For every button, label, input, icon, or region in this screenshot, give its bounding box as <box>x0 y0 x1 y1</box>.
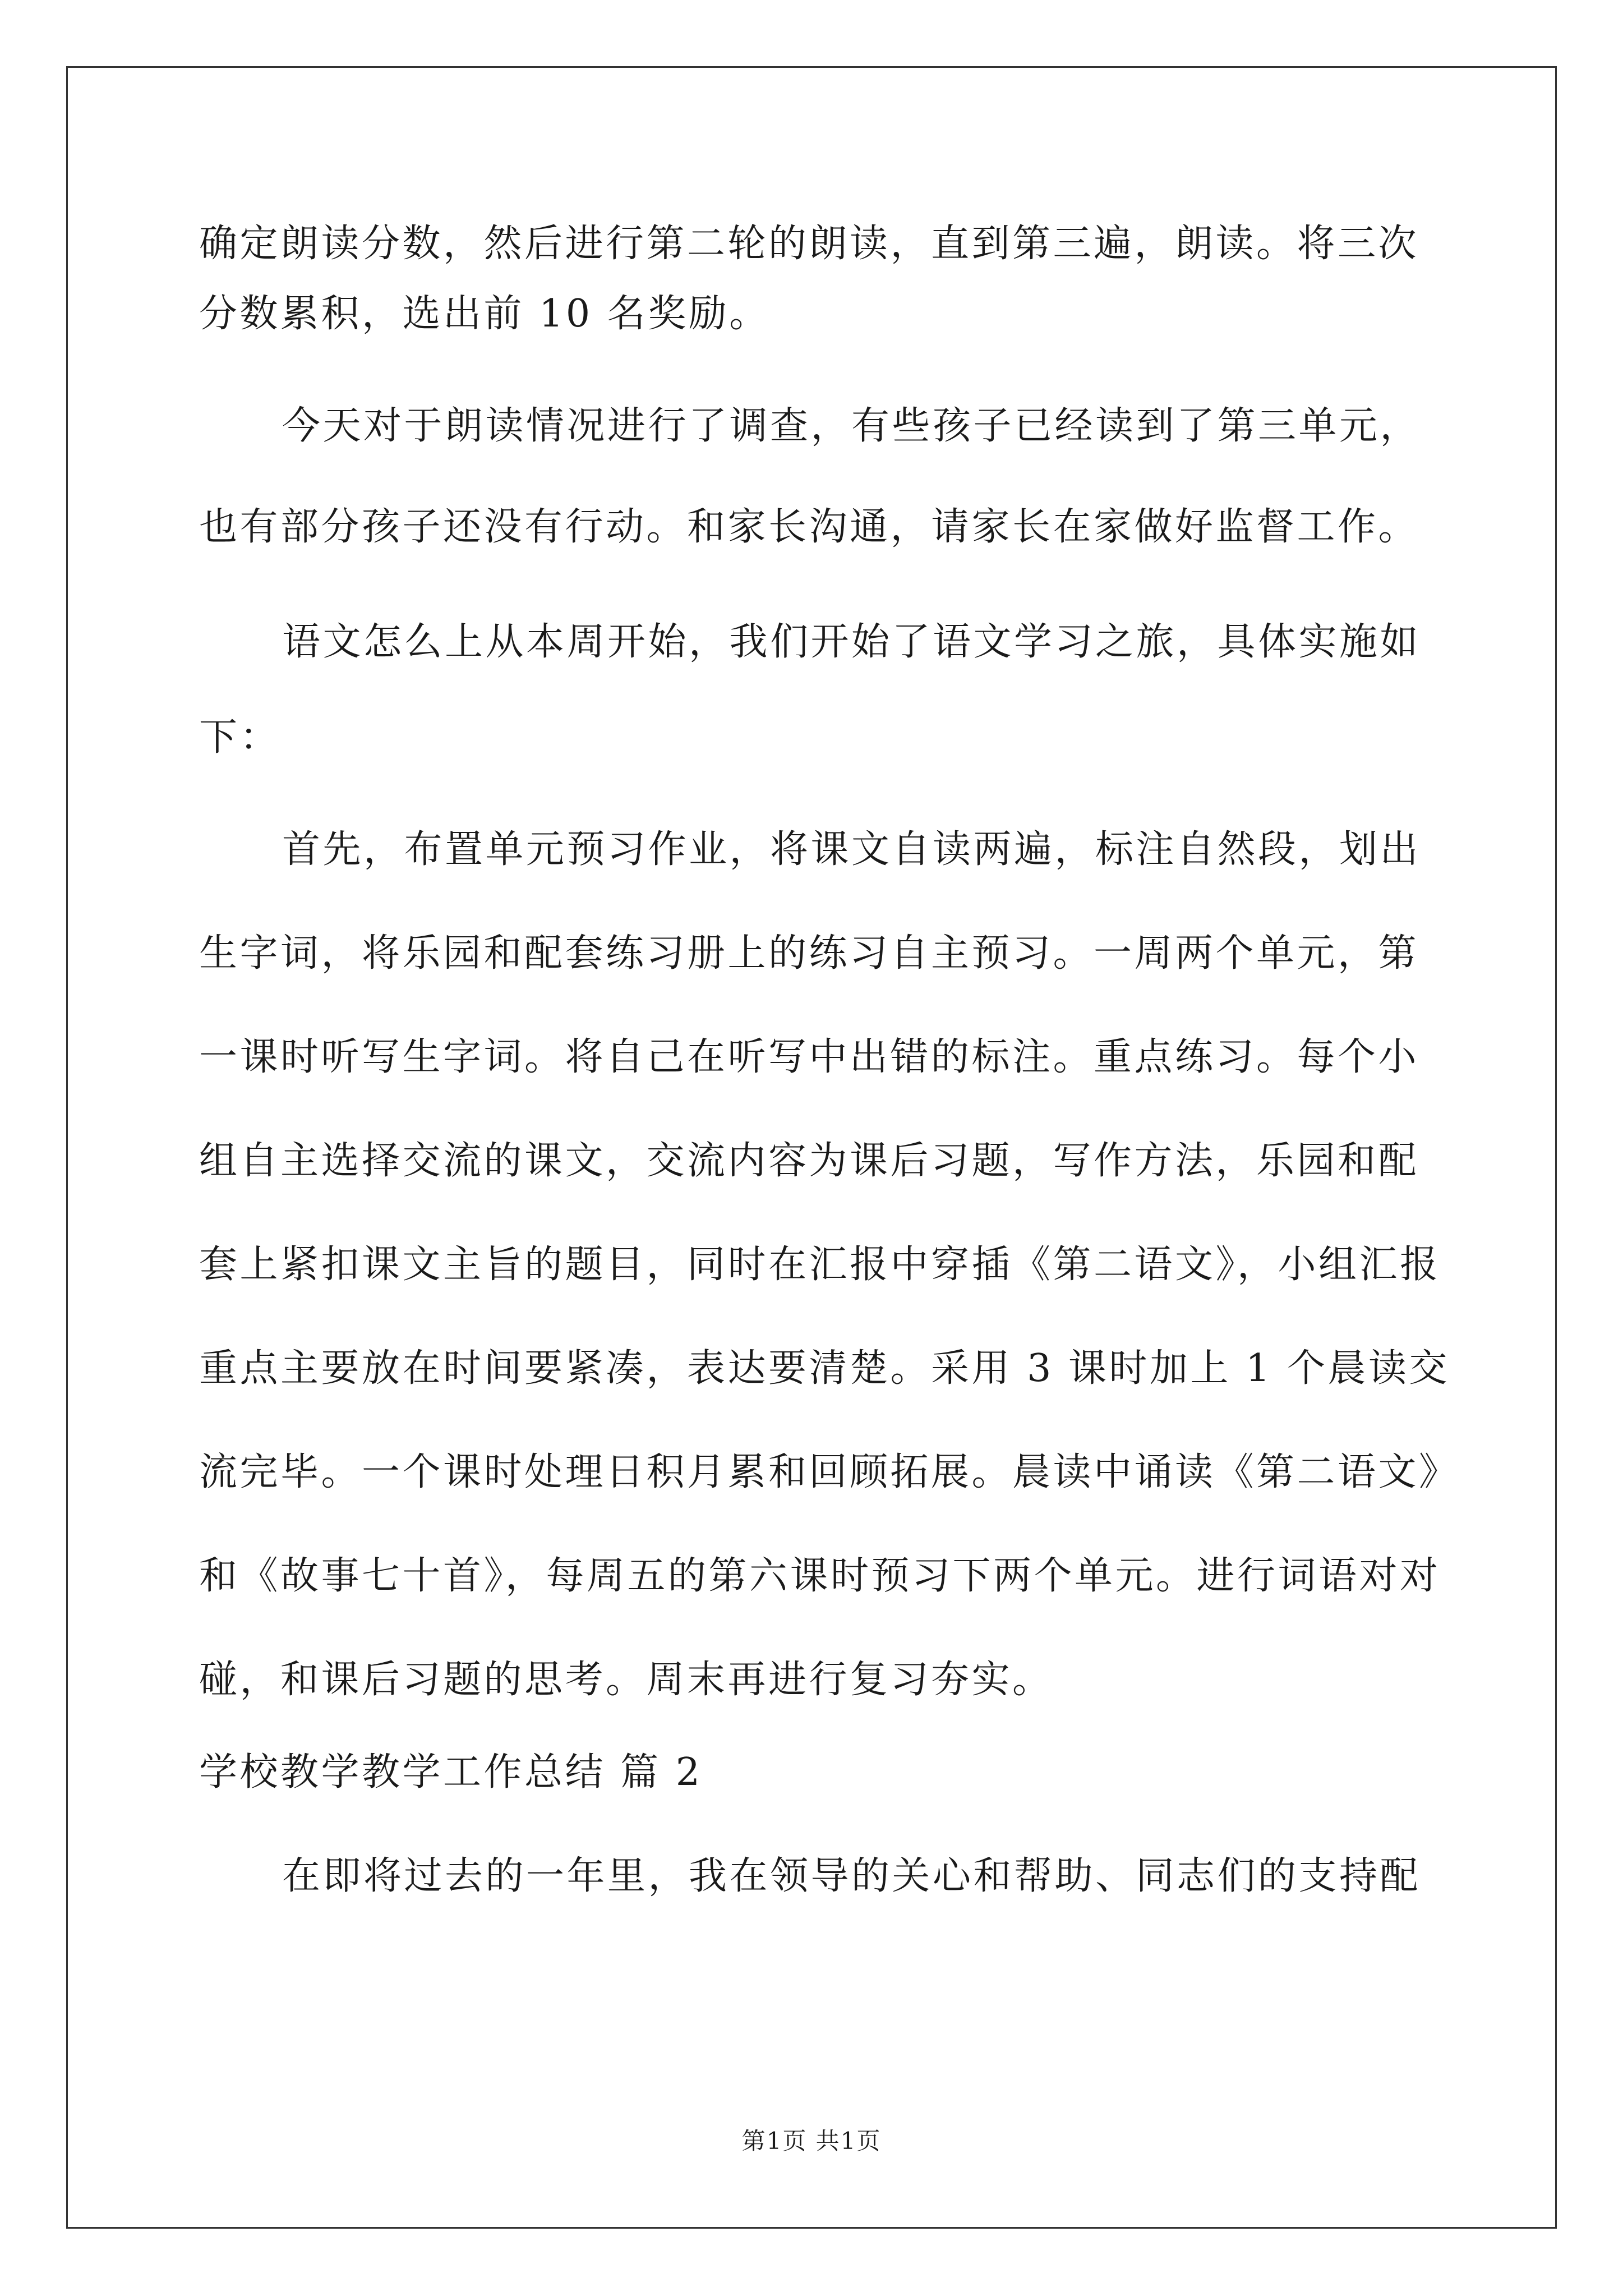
text-line: 组自主选择交流的课文，交流内容为课后习题，写作方法，乐园和配 <box>199 1139 1419 1183</box>
text-line: 下： <box>199 715 281 760</box>
text-line: 重点主要放在时间要紧凑，表达要清楚。采用 3 课时加上 1 个晨读交 <box>199 1346 1450 1391</box>
text-line: 一课时听写生字词。将自己在听写中出错的标注。重点练习。每个小 <box>199 1035 1419 1079</box>
paragraph-start: 语文怎么上从本周开始，我们开始了语文学习之旅，具体实施如 <box>282 620 1421 664</box>
text-line: 确定朗读分数，然后进行第二轮的朗读，直到第三遍，朗读。将三次 <box>199 222 1419 266</box>
text-line: 和《故事七十首》，每周五的第六课时预习下两个单元。进行词语对对 <box>199 1554 1441 1598</box>
text-line: 流完毕。一个课时处理日积月累和回顾拓展。晨读中诵读《第二语文》 <box>199 1450 1460 1494</box>
page-footer: 第1页 共1页 <box>741 2127 882 2155</box>
paragraph-start: 在即将过去的一年里，我在领导的关心和帮助、同志们的支持配 <box>282 1854 1421 1898</box>
text-line: 也有部分孩子还没有行动。和家长沟通，请家长在家做好监督工作。 <box>199 505 1419 549</box>
text-line: 分数累积，选出前 10 名奖励。 <box>199 292 770 336</box>
text-line: 碰，和课后习题的思考。周末再进行复习夯实。 <box>199 1658 1053 1702</box>
paragraph-start: 首先，布置单元预习作业，将课文自读两遍，标注自然段，划出 <box>282 827 1421 872</box>
section-heading: 学校教学教学工作总结 篇 2 <box>199 1750 703 1795</box>
text-line: 生字词，将乐园和配套练习册上的练习自主预习。一周两个单元，第 <box>199 931 1419 976</box>
text-line: 套上紧扣课文主旨的题目，同时在汇报中穿插《第二语文》，小组汇报 <box>199 1243 1441 1287</box>
paragraph-start: 今天对于朗读情况进行了调查，有些孩子已经读到了第三单元， <box>282 404 1421 448</box>
